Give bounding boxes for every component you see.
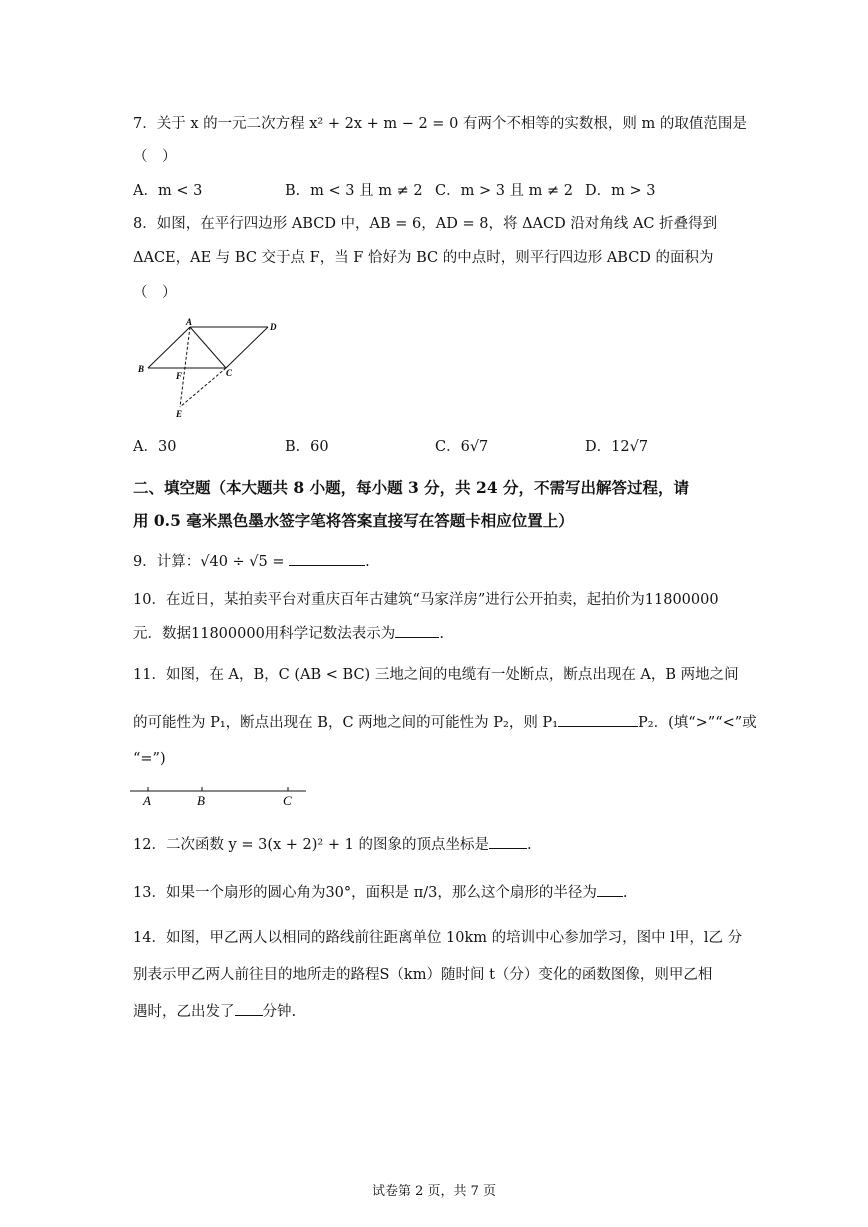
q14-line2: 别表示甲乙两人前往目的地所走的路程S（km）随时间 t（分）变化的函数图像，则甲乙相 <box>133 967 713 983</box>
q10-answer-blank[interactable] <box>395 623 439 638</box>
fig8-label-f: F <box>176 371 183 381</box>
q14-text: 遇时，乙出发了 <box>133 1004 235 1020</box>
parallelogram-figure <box>130 315 290 420</box>
fig11-label-a: A <box>143 793 151 808</box>
fig8-label-d: D <box>270 322 277 332</box>
q7-line1: 7．关于 x 的一元二次方程 x² + 2x + m − 2 = 0 有两个不相等的实数根，则 m 的取值范围是 <box>133 116 747 132</box>
q13-answer-blank[interactable] <box>597 882 623 897</box>
fig8-label-e: E <box>176 409 183 419</box>
q11-answer-blank[interactable] <box>558 712 638 727</box>
q13-suffix: . <box>622 885 628 901</box>
q11-line3: “=”) <box>133 751 166 767</box>
q7-line2: （ ） <box>133 149 177 165</box>
q11-text: 的可能性为 P₁，断点出现在 B，C 两地之间的可能性为 P₂，则 P₁ <box>133 715 559 731</box>
q11-line1: 11．如图，在 A，B，C (AB < BC) 三地之间的电缆有一处断点，断点出现在 A，B 两地之间 <box>133 667 739 683</box>
q7-option-c: C．m > 3 且 m ≠ 2 <box>435 183 573 199</box>
fig8-label-b: B <box>138 364 145 374</box>
q7-option-d: D．m > 3 <box>585 183 656 199</box>
q7-option-b: B．m < 3 且 m ≠ 2 <box>285 183 423 199</box>
page-footer: 试卷第 2 页，共 7 页 <box>371 1184 497 1199</box>
q8-line1: 8．如图，在平行四边形 ABCD 中，AB = 6，AD = 8，将 ΔACD 沿对角线 AC 折叠得到 <box>133 216 718 232</box>
q13-text: 13．如果一个扇形的圆心角为30°，面积是 π/3，那么这个扇形的半径为 <box>133 885 597 901</box>
q11-line2 <box>133 712 757 733</box>
fig8-label-c: C <box>226 368 233 378</box>
q8-option-d: D．12√7 <box>585 439 649 455</box>
q13-line <box>133 882 628 903</box>
q12-answer-blank[interactable] <box>489 834 527 849</box>
fig11-label-c: C <box>283 793 292 808</box>
q10-line1: 10．在近日，某拍卖平台对重庆百年古建筑“马家洋房”进行公开拍卖，起拍价为11800000 <box>133 592 719 608</box>
q14-line1: 14．如图，甲乙两人以相同的路线前往距离单位 10km 的培训中心参加学习，图中 l甲，l乙 分 <box>133 930 743 946</box>
q12-line <box>133 834 532 855</box>
fig8-label-a: A <box>186 317 193 327</box>
q7-option-a: A．m < 3 <box>133 183 203 199</box>
q8-line2: ΔACE，AE 与 BC 交于点 F，当 F 恰好为 BC 的中点时，则平行四边形 ABCD 的面积为 <box>133 250 714 266</box>
q12-suffix: . <box>526 837 532 853</box>
q11-suffix: P₂．(填“>”“<”或 <box>638 715 757 731</box>
q9-text: 9．计算：√40 ÷ √5 = <box>133 554 285 570</box>
q10-suffix: . <box>439 626 444 642</box>
number-line-figure <box>128 784 308 810</box>
q14-line3 <box>133 1001 296 1022</box>
q8-option-a: A．30 <box>133 439 177 455</box>
q9-answer-blank[interactable] <box>289 551 365 566</box>
q9-line <box>133 551 370 572</box>
q14-suffix: 分钟. <box>262 1004 297 1020</box>
q10-line2 <box>133 623 444 644</box>
q9-suffix: . <box>365 554 370 570</box>
q10-text: 元．数据11800000用科学记数法表示为 <box>133 626 396 642</box>
section2-heading-line2: 用 0.5 毫米黑色墨水签字笔将答案直接写在答题卡相应位置上） <box>133 511 574 530</box>
q8-option-b: B．60 <box>285 439 329 455</box>
q12-text: 12．二次函数 y = 3(x + 2)² + 1 的图象的顶点坐标是 <box>133 837 489 853</box>
section2-heading-line1: 二、填空题（本大题共 8 小题，每小题 3 分，共 24 分，不需写出解答过程，请 <box>133 478 690 497</box>
q14-answer-blank[interactable] <box>235 1001 263 1016</box>
q8-line3: （ ） <box>133 285 177 301</box>
q8-option-c: C．6√7 <box>435 439 489 455</box>
fig11-label-b: B <box>197 793 205 808</box>
